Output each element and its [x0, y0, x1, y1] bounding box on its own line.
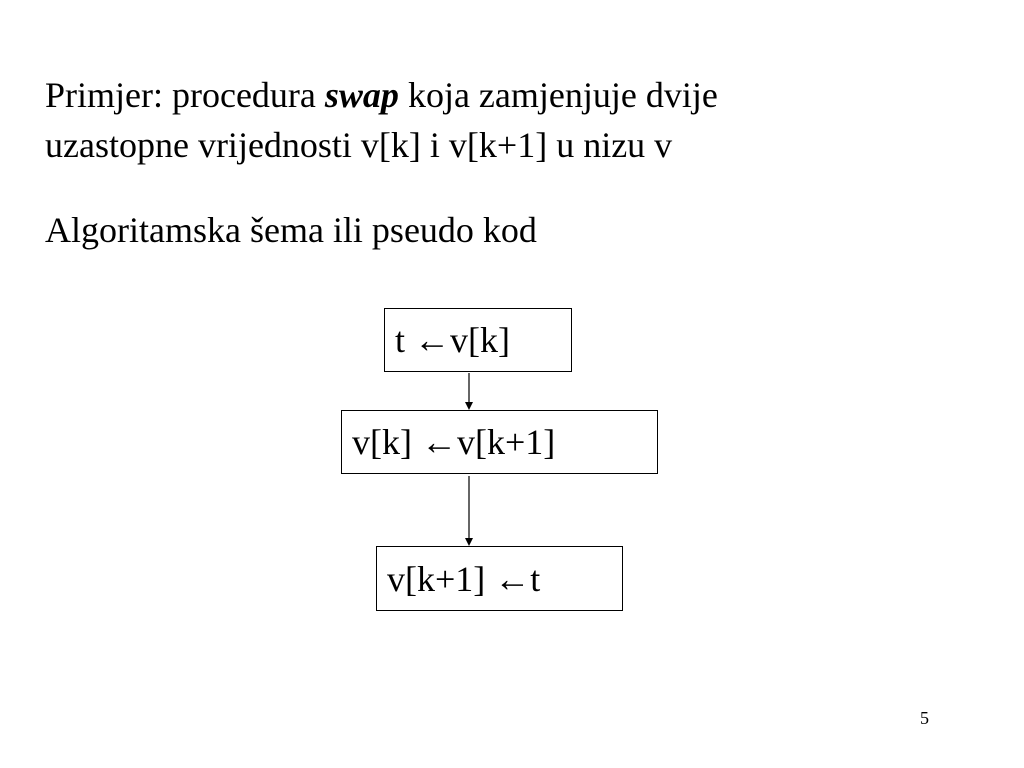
flow-arrow-2	[465, 476, 473, 546]
intro-text-after: koja zamjenjuje dvije	[398, 75, 718, 115]
procedure-name: swap	[324, 75, 399, 115]
flowchart-step-1-label: t ←v[k]	[395, 320, 510, 360]
section-subtitle: Algoritamska šema ili pseudo kod	[45, 210, 537, 250]
flow-arrow-1	[465, 373, 473, 410]
flowchart-step-2-label: v[k] ←v[k+1]	[352, 422, 556, 462]
intro-text-before: Primjer: procedura	[45, 75, 325, 115]
intro-line-2: uzastopne vrijednosti v[k] i v[k+1] u nizu v	[45, 125, 673, 165]
page-number: 5	[920, 708, 929, 728]
flowchart-step-3-label: v[k+1] ←t	[387, 558, 541, 599]
